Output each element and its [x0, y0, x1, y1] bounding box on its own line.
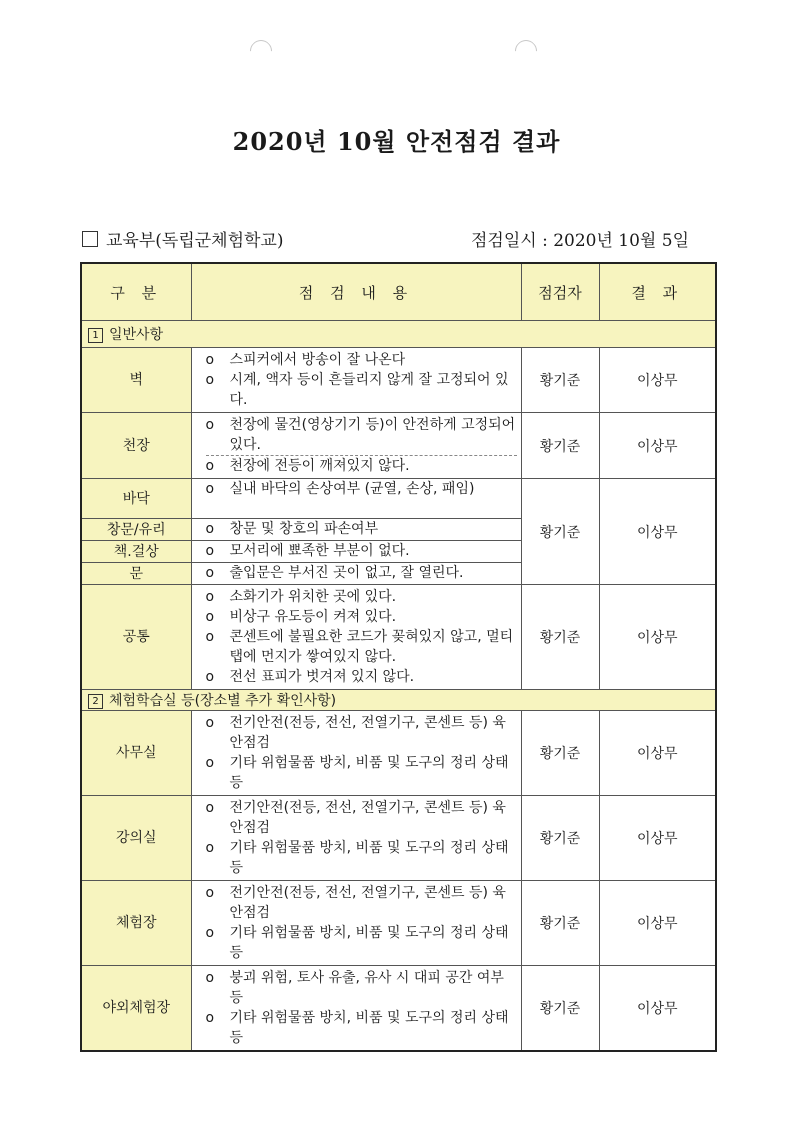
inspector-cell: 황기준 — [521, 711, 599, 796]
result-cell: 이상무 — [599, 711, 716, 796]
check-item: o 기타 위험물품 방치, 비품 및 도구의 정리 상태 등 — [206, 753, 517, 793]
area-cell: 벽 — [81, 348, 191, 413]
area-cell: 천장 — [81, 413, 191, 479]
inspector-cell: 황기준 — [521, 796, 599, 881]
area-cell: 창문/유리 — [81, 519, 191, 541]
result-cell: 이상무 — [599, 348, 716, 413]
organization-label — [82, 226, 283, 251]
table-row — [81, 348, 716, 413]
check-item: o 천장에 전등이 깨져있지 않다. — [206, 455, 517, 476]
table-row — [81, 585, 716, 690]
area-cell: 체험장 — [81, 881, 191, 966]
check-item: o 스피커에서 방송이 잘 나온다 — [206, 350, 517, 370]
result-cell: 이상무 — [599, 881, 716, 966]
section-label: 체험학습실 등(장소별 추가 확인사항) — [109, 693, 337, 709]
check-item: o 실내 바닥의 손상여부 (균열, 손상, 패임) — [206, 479, 517, 499]
inspection-date: 점검일시 : 2020년 10월 5일 — [470, 231, 689, 251]
inspector-cell: 황기준 — [521, 585, 599, 690]
punch-hole-left — [245, 35, 276, 66]
content-cell — [191, 796, 521, 881]
section-label: 일반사항 — [109, 327, 164, 343]
content-cell — [191, 413, 521, 479]
area-cell: 야외체험장 — [81, 966, 191, 1052]
section-row — [81, 690, 716, 711]
punch-hole-right — [510, 35, 541, 66]
check-item: o 비상구 유도등이 켜져 있다. — [206, 607, 517, 627]
check-item: o 전기안전(전등, 전선, 전열기구, 콘센트 등) 육안점검 — [206, 713, 517, 753]
content-cell — [191, 881, 521, 966]
content-cell — [191, 348, 521, 413]
inspector-cell: 황기준 — [521, 413, 599, 479]
header-inspector: 점검자 — [521, 263, 599, 321]
result-cell: 이상무 — [599, 413, 716, 479]
checkbox-icon — [82, 231, 98, 247]
content-cell — [191, 519, 521, 541]
table-row — [81, 711, 716, 796]
check-item: o 콘센트에 불필요한 코드가 꽂혀있지 않고, 멀티탭에 먼지가 쌓여있지 않다. — [206, 627, 517, 667]
header-result: 결 과 — [599, 263, 716, 321]
area-cell: 사무실 — [81, 711, 191, 796]
table-row — [81, 881, 716, 966]
content-cell — [191, 541, 521, 563]
organization-name: 교육부(독립군체험학교) — [106, 231, 284, 251]
inspector-cell: 황기준 — [521, 479, 599, 585]
section-number: 1 — [88, 328, 103, 343]
content-cell — [191, 563, 521, 585]
result-cell: 이상무 — [599, 585, 716, 690]
table-row — [81, 966, 716, 1052]
section-number: 2 — [88, 694, 103, 709]
check-item: o 출입문은 부서진 곳이 없고, 잘 열린다. — [206, 563, 517, 583]
header-category: 구 분 — [81, 263, 191, 321]
table-row — [81, 413, 716, 479]
check-item: o 모서리에 뾰족한 부분이 없다. — [206, 541, 517, 561]
check-item: o 천장에 물건(영상기기 등)이 안전하게 고정되어 있다. — [206, 415, 517, 455]
check-item: o 기타 위험물품 방치, 비품 및 도구의 정리 상태 등 — [206, 1008, 517, 1048]
result-cell: 이상무 — [599, 479, 716, 585]
area-cell: 바닥 — [81, 479, 191, 519]
inspection-table — [80, 262, 717, 1052]
content-cell — [191, 585, 521, 690]
area-cell: 공통 — [81, 585, 191, 690]
check-item: o 창문 및 창호의 파손여부 — [206, 519, 517, 539]
result-cell: 이상무 — [599, 966, 716, 1052]
section-experience — [81, 690, 716, 711]
inspector-cell: 황기준 — [521, 881, 599, 966]
table-header-row — [81, 263, 716, 321]
page-title: 2020년 10월 안전점검 결과 — [232, 127, 561, 156]
result-cell: 이상무 — [599, 796, 716, 881]
content-cell — [191, 966, 521, 1052]
area-cell: 문 — [81, 563, 191, 585]
table-row — [81, 796, 716, 881]
inspector-cell: 황기준 — [521, 966, 599, 1052]
check-item: o 기타 위험물품 방치, 비품 및 도구의 정리 상태 등 — [206, 838, 517, 878]
check-item: o 붕괴 위험, 토사 유출, 유사 시 대피 공간 여부 등 — [206, 968, 517, 1008]
check-item: o 전기안전(전등, 전선, 전열기구, 콘센트 등) 육안점검 — [206, 798, 517, 838]
inspector-cell: 황기준 — [521, 348, 599, 413]
check-item: o 기타 위험물품 방치, 비품 및 도구의 정리 상태 등 — [206, 923, 517, 963]
content-cell — [191, 711, 521, 796]
check-item: o 전기안전(전등, 전선, 전열기구, 콘센트 등) 육안점검 — [206, 883, 517, 923]
table-row — [81, 479, 716, 519]
area-cell: 강의실 — [81, 796, 191, 881]
check-item: o 전선 표피가 벗겨져 있지 않다. — [206, 667, 517, 687]
content-cell — [191, 479, 521, 519]
header-content: 점 검 내 용 — [191, 263, 521, 321]
check-item: o 소화기가 위치한 곳에 있다. — [206, 587, 517, 607]
check-item: o 시계, 액자 등이 흔들리지 않게 잘 고정되어 있다. — [206, 370, 517, 410]
section-row — [81, 321, 716, 348]
area-cell: 책.걸상 — [81, 541, 191, 563]
section-general — [81, 321, 716, 348]
